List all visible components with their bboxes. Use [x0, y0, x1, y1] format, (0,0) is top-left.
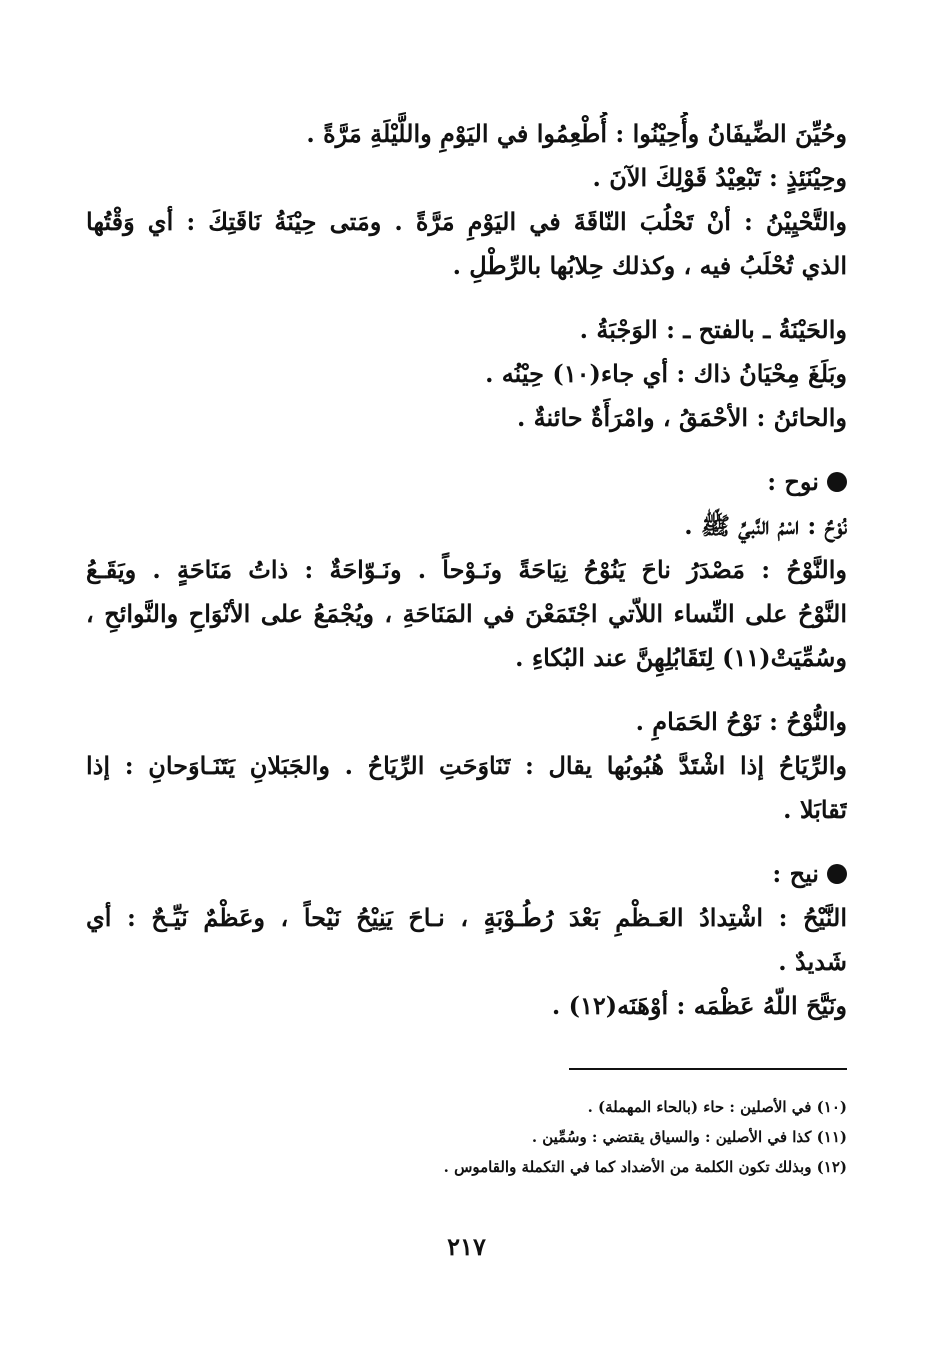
text-line: النَّوْحُ على النِّساء اللاّتي اجْتَمَعْنَ في المَنَاحَةِ ، ويُجْمَعُ على الأنْوَاحِ والنَّوائحِ ،: [86, 599, 847, 628]
text-line: وبَلَغَ مِحْيَانُ ذاك : أي جاء(١٠) حِيْنُه .: [485, 359, 847, 388]
text-line: وحُيِّنَ الضِّيفَانُ وأُحِيْنُوا : أُطْعِمُوا في اليَوْمِ واللَّيْلَةِ مَرَّةً .: [306, 119, 847, 148]
text-line: والحائنُ : الأحْمَقُ ، وامْرَأَةٌ حائنةٌ .: [516, 403, 847, 432]
footnote-separator: [569, 1068, 847, 1070]
text-line: وسُمِّيَتْ(١١) لِتَقَابُلِهِنَّ عند البُكاءِ .: [515, 643, 847, 672]
text-line: النَّيْحُ : اشْتِدادُ العَـظْمِ بَعْدَ رُطُـوْبَةٍ ، نـاحَ يَنِيْحُ نَيْحاً ، وعَظْمٌ نَيِّـحٌ : أي: [86, 903, 847, 932]
text-line: والنُّوْحُ : نَوْحُ الحَمَامِ .: [635, 707, 847, 736]
footnote: (١٠) في الأصلين : حاء (بالحاء المهملة) .: [587, 1098, 847, 1116]
bullet-icon: [827, 864, 847, 884]
text-line: والحَيْنَةُ ـ بالفتح ـ : الوَجْبَةُ .: [579, 315, 847, 344]
text-line: والنَّوْحُ : مَصْدَرُ ناحَ يَنُوْحُ نِيَاحَةً ونَـوْحاً . ونَـوّاحَةٌ : ذاتُ مَنَاحَةٍ . ويَقَـعُ: [86, 555, 847, 584]
text-line: والتَّحْيِيْنُ : أنْ تَحْلُبَ النّاقَةَ في اليَوْمِ مَرَّةً . ومَتى حِيْنَةُ نَاقَتِكَ : أي وَقْتُها: [86, 207, 847, 236]
text-line: الذي تُحْلَبُ فيه ، وكذلك حِلابُها بالرِّطْلِ .: [452, 251, 847, 280]
page-number: ٢١٧: [447, 1232, 486, 1261]
bullet-icon: [827, 472, 847, 492]
footnote: (١٢) وبذلك تكون الكلمة من الأضداد كما في التكملة والقاموس .: [443, 1158, 847, 1176]
text-line: نُوْحٌ : اسْمُ النَّبيِّ ﷺ .: [684, 511, 847, 540]
heading-label: نيح :: [772, 859, 819, 888]
text-line: والرِّيَاحُ إذا اشْتَدَّ هُبُوبُها يقال : تَنَاوَحَتِ الرِّيَاحُ . والجَبَلانِ يَتَنَـاوَحانِ : إذا: [86, 751, 847, 780]
main-text: [86, 112, 847, 1028]
entry-heading-nuh: [86, 460, 847, 504]
text-line: وحِيْنَئِذٍ : تَبْعِيْدُ قَوْلِكَ الآنَ .: [592, 163, 847, 192]
heading-label: نوح :: [767, 467, 819, 496]
text-line: ونَيَّحَ اللّهُ عَظْمَه : أوْهَنَه(١٢) .: [551, 991, 847, 1020]
text-line: تَقابَلا .: [783, 795, 847, 824]
text-line: شَديدٌ .: [778, 947, 847, 976]
footnotes: [86, 1092, 847, 1182]
entry-heading-nayh: [86, 852, 847, 896]
footnote: (١١) كذا في الأصلين : والسياق يقتضي : وسُمِّين .: [531, 1128, 847, 1146]
